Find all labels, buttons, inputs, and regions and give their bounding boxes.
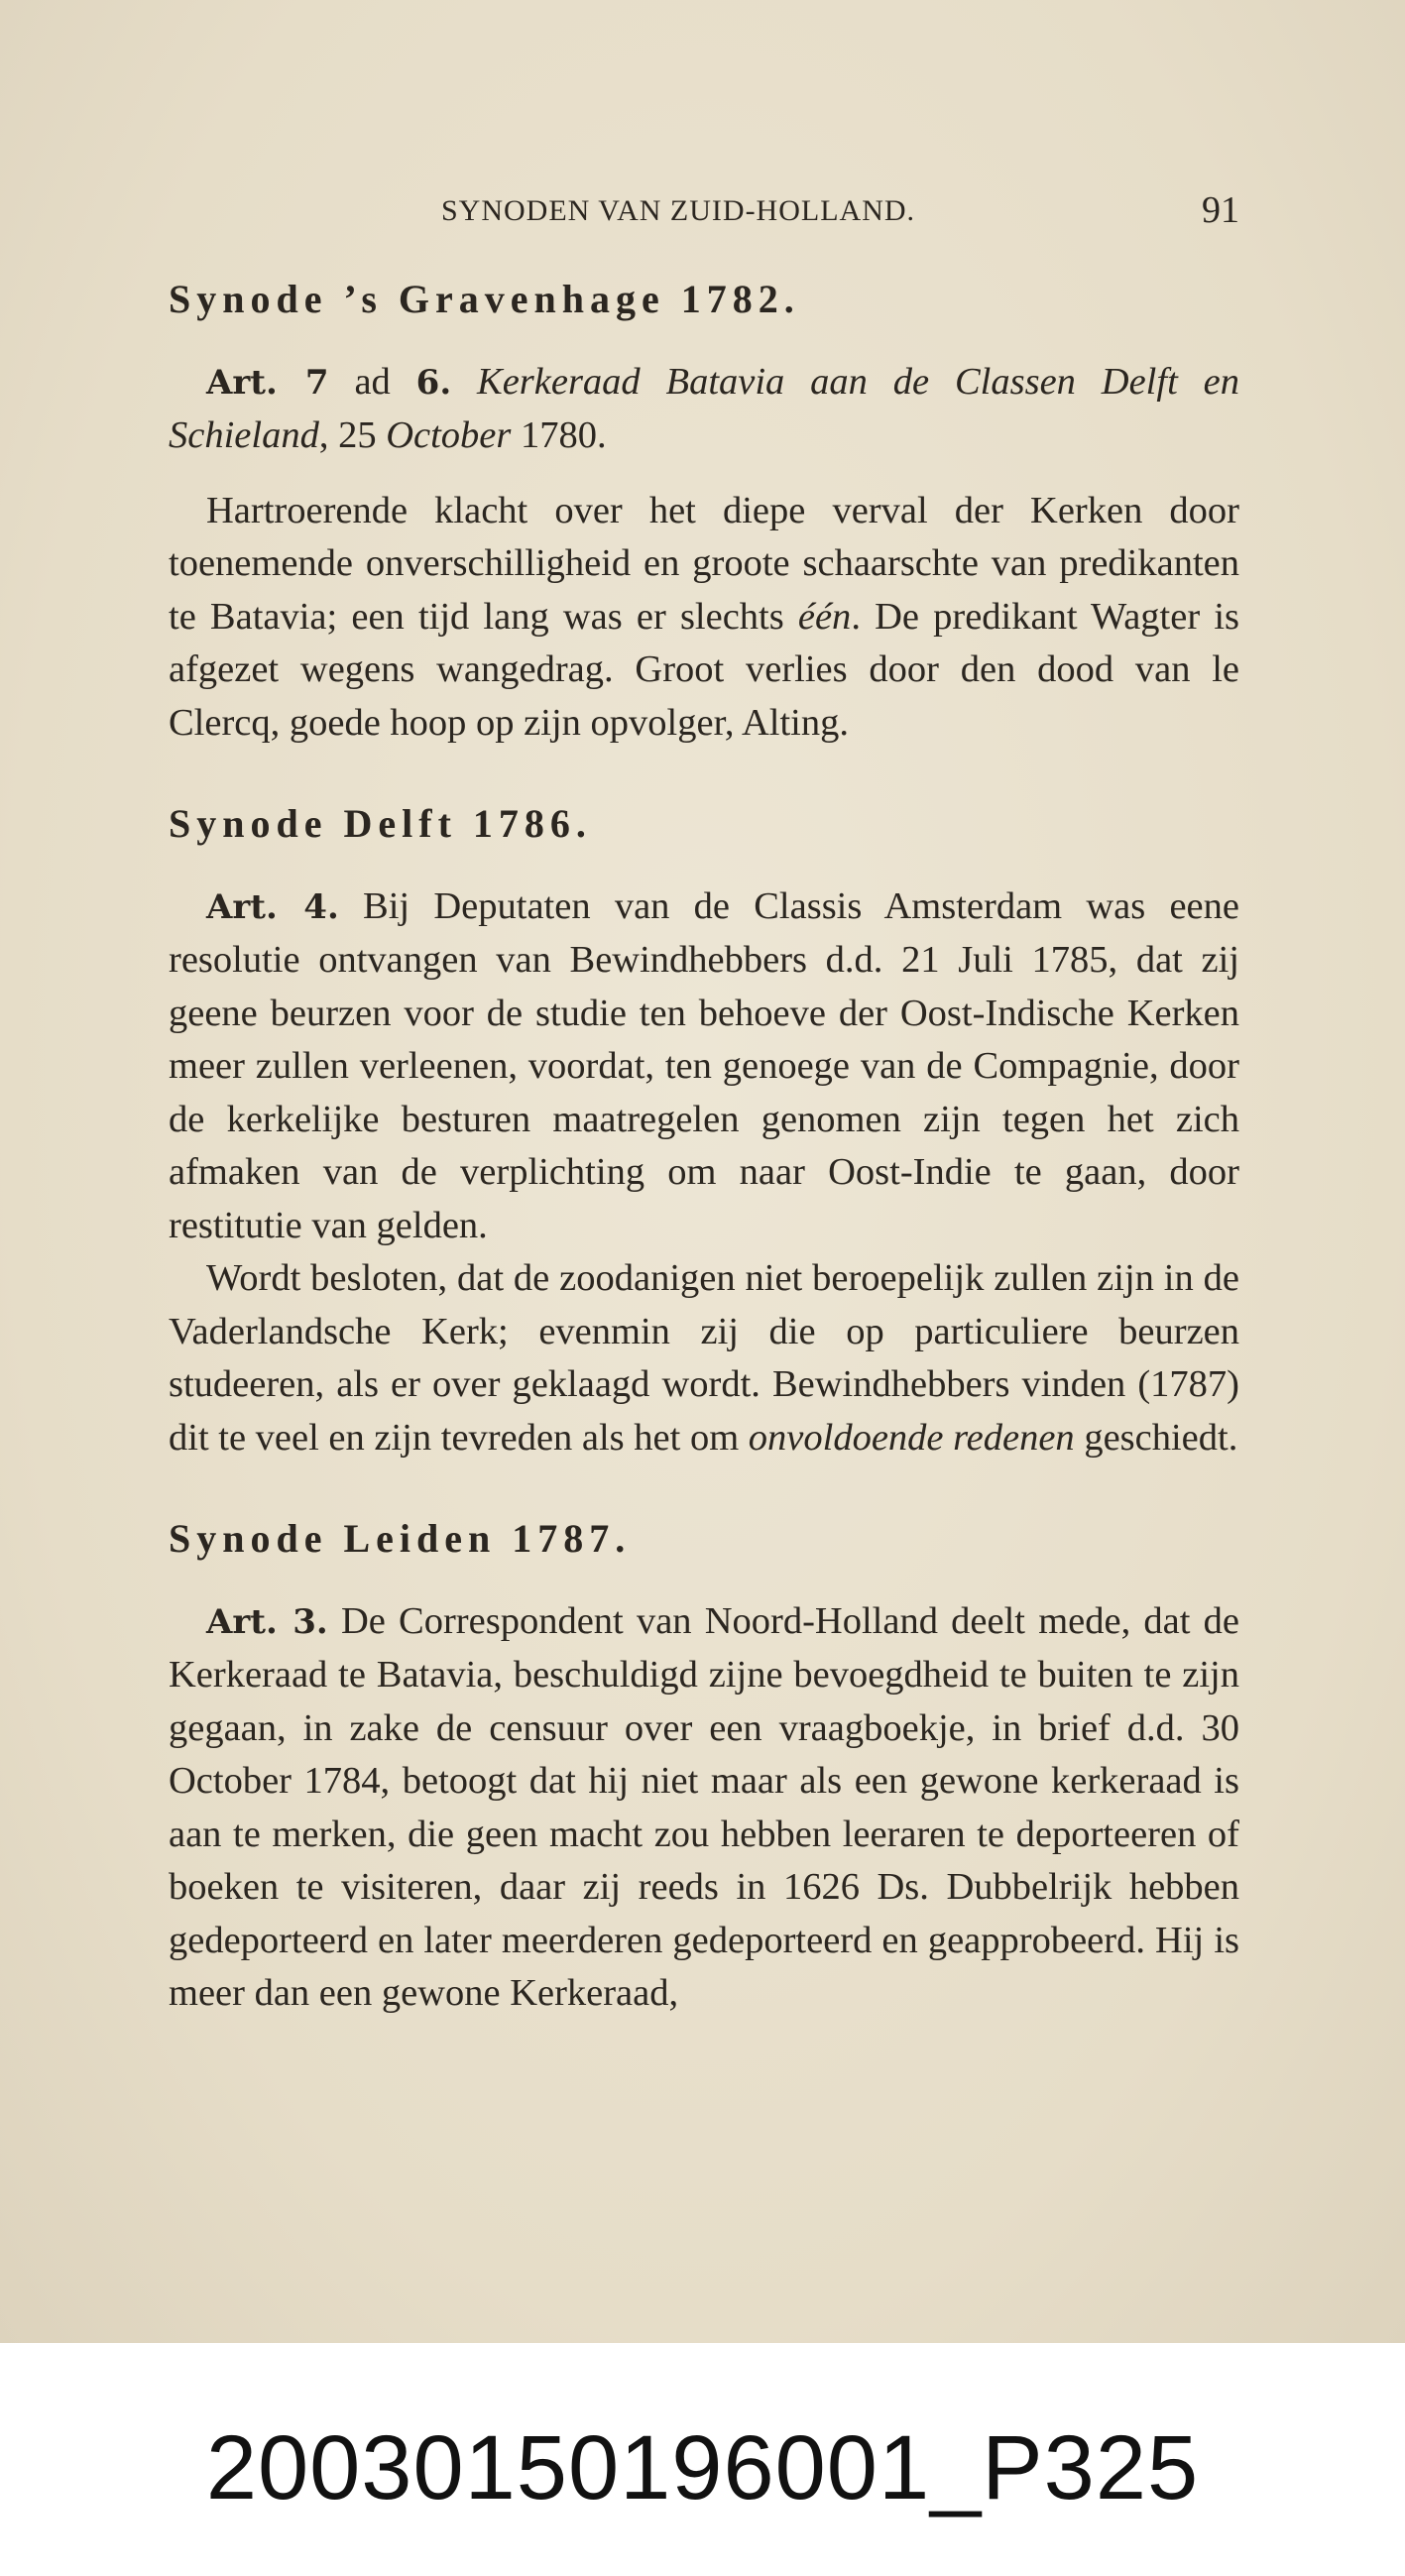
running-header [169, 188, 1239, 238]
archive-id-label: 20030150196001_P325 [205, 2417, 1200, 2518]
paragraph-text: Hartroerende klacht over het diepe verval der Kerken door toenemende onverschilligheid en groote schaarschte van predikanten te Batavia; een tijd lang was er slechts [169, 489, 1239, 638]
section-heading-leiden: Synode Leiden 1787. [169, 1516, 632, 1561]
paragraph-text: . De predikant Wagter is afgezet wegens wangedrag. Groot verlies door den dood van le Clercq, goede hoop op zijn opvolger, Alting. [169, 595, 1239, 744]
article-subject: Kerkeraad Batavia aan de Classen Delft en Schieland [169, 360, 1239, 456]
paragraph-emphasis: één [797, 595, 852, 638]
paragraph-delft-2 [169, 1252, 1239, 1464]
article-label: Art. 3. [206, 1601, 328, 1642]
page-number: 91 [1202, 189, 1239, 231]
article-label: Art. 7 [206, 362, 329, 403]
paragraph-leiden-1 [169, 1595, 1239, 2021]
article-intro-gravenhage [169, 356, 1239, 463]
article-label: Art. 4. [206, 886, 339, 927]
section-heading-gravenhage: Synode ’s Gravenhage 1782. [169, 277, 800, 321]
paragraph-delft-1 [169, 880, 1239, 1253]
paragraph-text: Wordt besloten, dat de zoodanigen niet beroepelijk zullen zijn in de Vaderlandsche Kerk; evenmin zij die op particuliere beurzen studeeren, als er over geklaagd wordt. Bewindhebbers vinden (1787) dit te veel en zijn tevreden als het om [169, 1257, 1239, 1459]
section-heading-delft: Synode Delft 1786. [169, 801, 592, 846]
paragraph-gravenhage [169, 485, 1239, 751]
article-date-plain: , 25 [318, 414, 387, 456]
running-title: SYNODEN VAN ZUID-HOLLAND. [441, 194, 916, 227]
text-block [169, 273, 1239, 2021]
article-ref: 6. [415, 362, 452, 403]
archive-footer [0, 2343, 1405, 2576]
paragraph-text: De Correspondent van Noord-Holland deelt mede, dat de Kerkeraad te Batavia, beschuldigd zijne bevoegdheid te buiten te zijn gegaan, in zake de censuur over een vraagboekje, in brief d.d. 30 October 1784, betoogt dat hij niet maar als een gewone kerkeraad is aan te merken, die geen macht zou hebben leeraren te deporteeren of boeken te visiteren, daar zij reeds in 1626 Ds. Dubbelrijk hebben gedeporteerd en later meerderen gedeporteerd en geapprobeerd. Hij is meer dan een gewone Kerkeraad, [169, 1599, 1239, 2014]
article-month: October [386, 414, 512, 456]
paragraph-text: Bij Deputaten van de Classis Amsterdam was eene resolutie ontvangen van Bewindhebbers d.d. 21 Juli 1785, dat zij geene beurzen voor de studie ten behoeve der Oost-Indische Kerken meer zullen verleenen, voordat, ten genoege van de Compagnie, door de kerkelijke besturen maatregelen genomen zijn tegen het zich afmaken van de verplichting om naar Oost-Indie te gaan, door restitutie van gelden. [169, 884, 1239, 1246]
paragraph-text: geschiedt. [1074, 1416, 1238, 1459]
article-mid: ad [328, 360, 416, 403]
paragraph-emphasis: onvoldoende redenen [748, 1416, 1075, 1459]
article-year: 1780. [511, 414, 607, 456]
